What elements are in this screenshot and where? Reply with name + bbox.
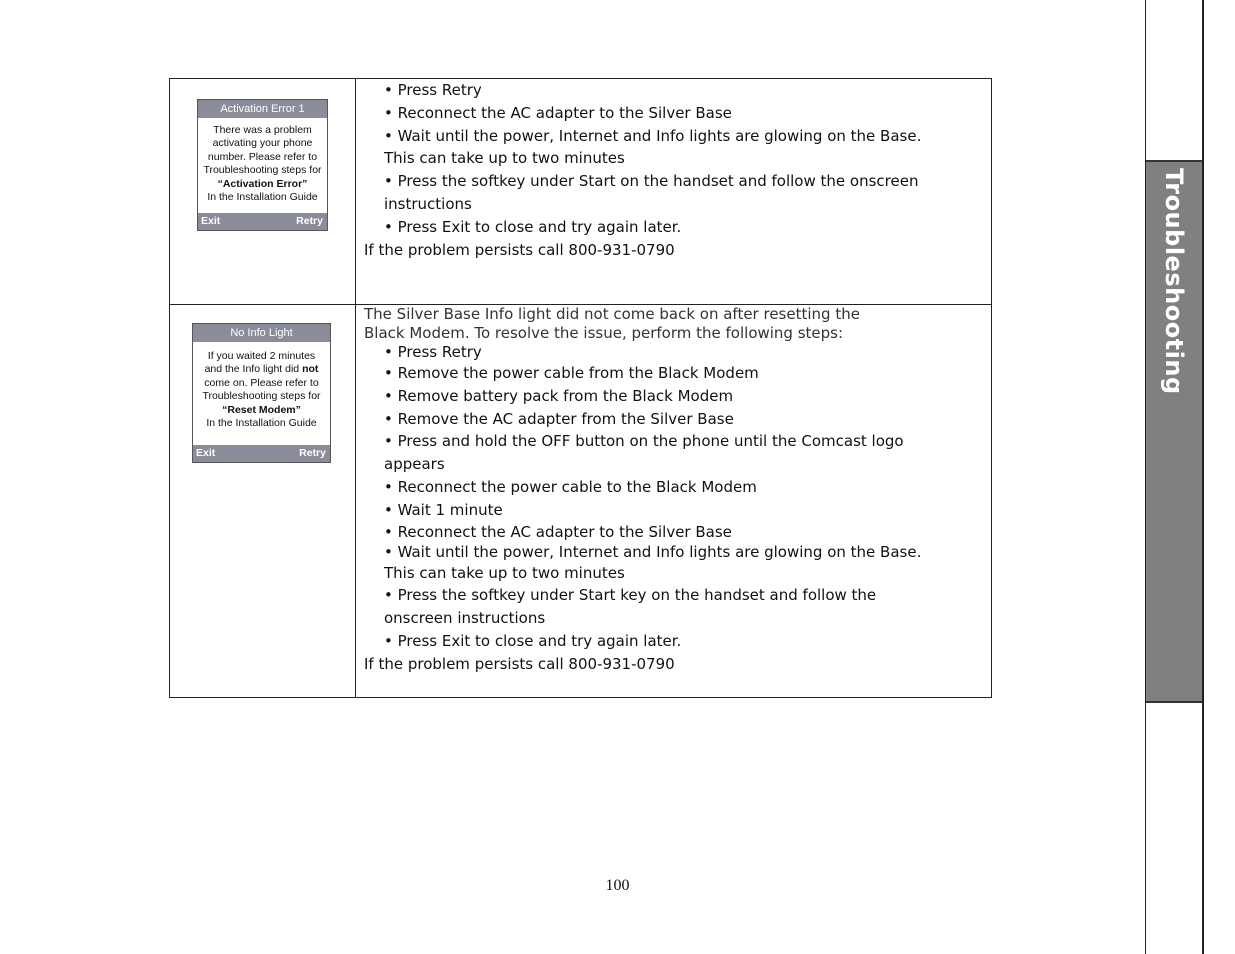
list-item: This can take up to two minutes	[384, 563, 625, 582]
support-footer: If the problem persists call 800-931-0790	[364, 654, 675, 673]
screen-line-bold: “Reset Modem”	[222, 403, 301, 416]
section-tab-label: Troubleshooting	[1160, 168, 1188, 395]
screen-line: In the Installation Guide	[207, 191, 318, 204]
list-item: onscreen instructions	[384, 609, 546, 628]
list-item: • Reconnect the AC adapter to the Silver Base	[384, 103, 732, 122]
screen-line: Troubleshooting steps for	[202, 390, 321, 403]
screen-line	[195, 363, 328, 376]
list-item: • Press the softkey under Start key on the handset and follow the	[384, 586, 877, 605]
screen-message	[198, 118, 327, 204]
list-item: • Reconnect the AC adapter to the Silver Base	[384, 522, 732, 541]
list-item: instructions	[384, 194, 472, 213]
list-item: • Press Exit to close and try again later.	[384, 217, 682, 236]
instructions-cell	[356, 79, 992, 305]
list-item: • Wait 1 minute	[384, 500, 503, 519]
side-divider-right	[1202, 0, 1204, 954]
support-footer: If the problem persists call 800-931-0790	[364, 240, 675, 259]
intro-text: Black Modem. To resolve the issue, perform the following steps:	[364, 324, 844, 342]
list-item: • Remove the power cable from the Black Modem	[384, 364, 759, 382]
softkey-bar	[198, 213, 327, 230]
list-item: • Reconnect the power cable to the Black Modem	[384, 477, 757, 496]
screen-title: No Info Light	[193, 324, 330, 342]
page-number: 100	[605, 877, 630, 894]
screen-line: If you waited 2 minutes	[207, 350, 316, 362]
list-item: • Remove the AC adapter from the Silver Base	[384, 409, 734, 428]
list-item: This can take up to two minutes	[384, 149, 625, 168]
list-item: • Press and hold the OFF button on the phone until the Comcast logo	[384, 432, 904, 451]
list-item: • Remove battery pack from the Black Modem	[384, 386, 734, 405]
screen-line-text: and the Info light did	[204, 363, 303, 376]
list-item: • Press Retry	[384, 343, 482, 361]
list-item: • Press the softkey under Start on the handset and follow the onscreen	[384, 172, 919, 191]
retry-softkey[interactable]: Retry	[296, 215, 323, 227]
screen-line: Troubleshooting steps for	[203, 164, 322, 177]
screen-line: In the Installation Guide	[206, 417, 317, 430]
intro-text: The Silver Base Info light did not come back on after resetting the	[364, 305, 860, 323]
exit-softkey[interactable]: Exit	[201, 215, 221, 227]
list-item: • Wait until the power, Internet and Info lights are glowing on the Base.	[384, 542, 922, 561]
exit-softkey[interactable]: Exit	[196, 447, 216, 459]
softkey-bar	[193, 445, 330, 462]
phone-screen-no-info-light	[192, 323, 331, 463]
screen-line: There was a problem	[213, 124, 312, 136]
retry-softkey[interactable]: Retry	[299, 447, 326, 459]
phone-screen-activation-error	[197, 99, 328, 231]
screen-title: Activation Error 1	[198, 100, 327, 118]
list-item: appears	[384, 455, 445, 474]
screen-line-emphasis: not	[302, 363, 319, 376]
screen-line-bold: “Activation Error”	[217, 177, 308, 190]
screen-message	[193, 342, 330, 430]
instructions-cell	[356, 305, 992, 698]
list-item: • Press Exit to close and try again later.	[384, 631, 682, 650]
screen-line: come on. Please refer to	[204, 376, 319, 389]
screen-line: number. Please refer to	[207, 150, 318, 163]
list-item: • Wait until the power, Internet and Info lights are glowing on the Base.	[384, 126, 922, 145]
screen-line: activating your phone	[212, 137, 313, 150]
list-item: • Press Retry	[384, 81, 482, 99]
